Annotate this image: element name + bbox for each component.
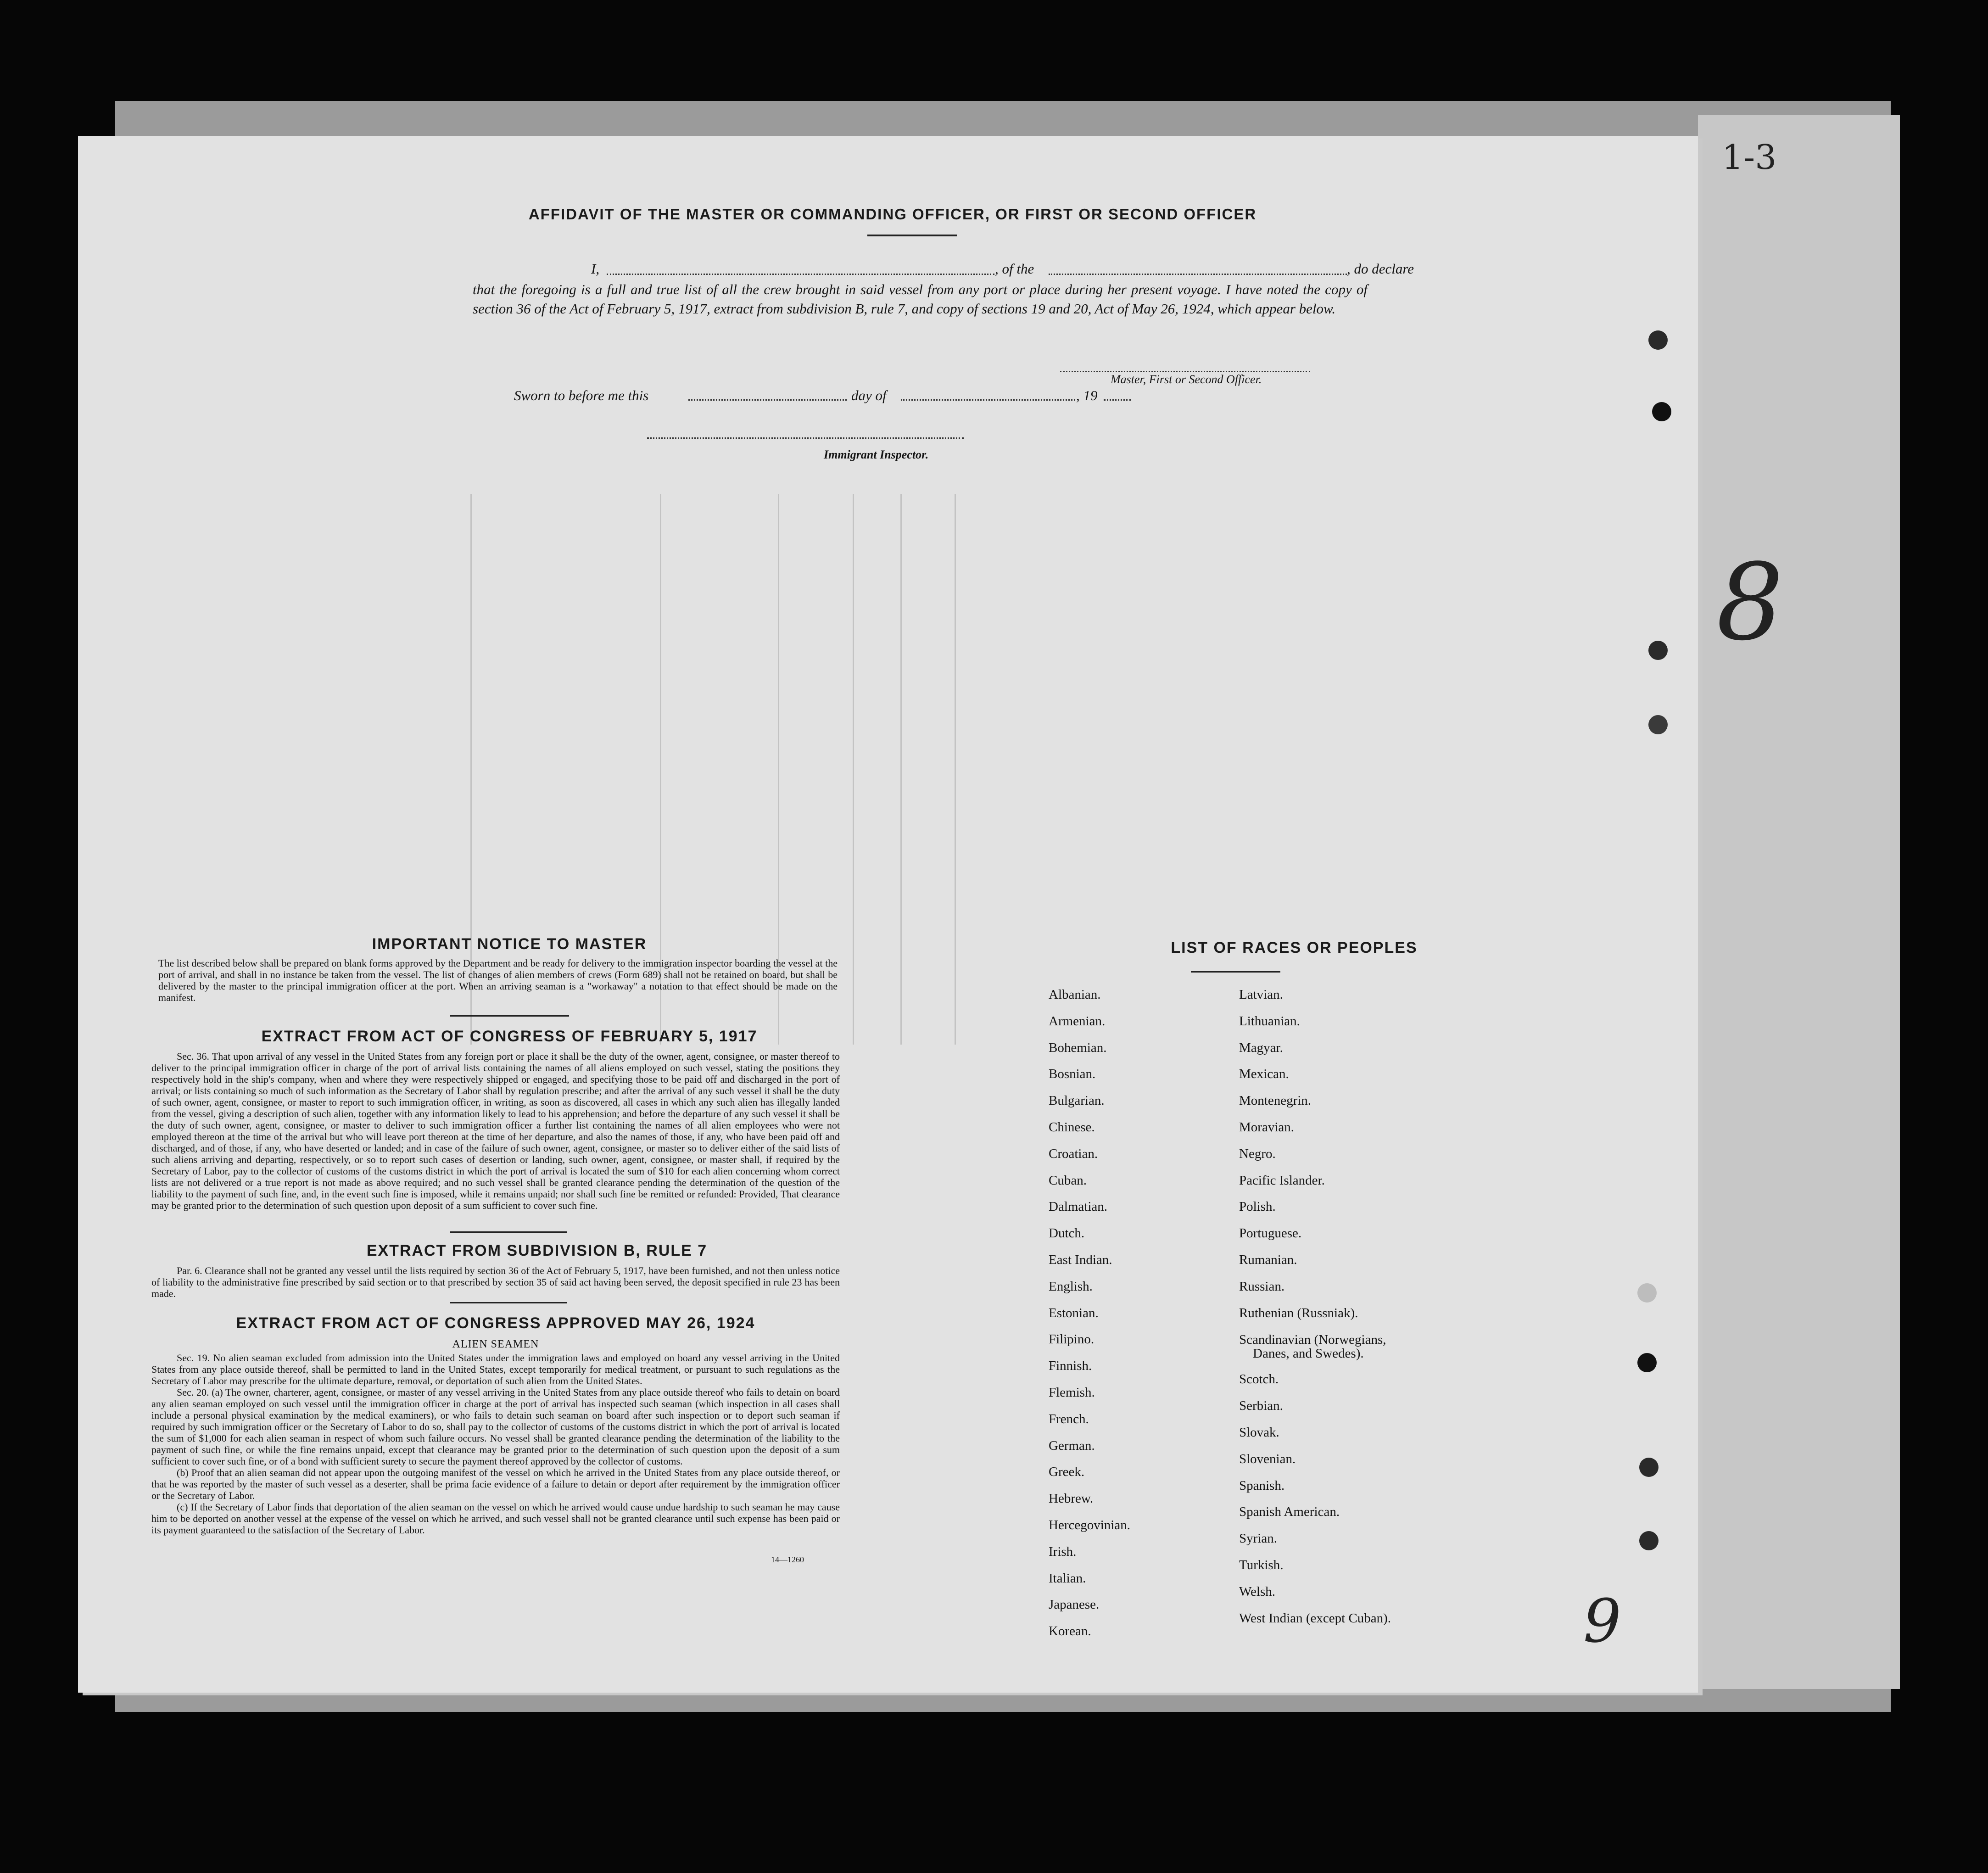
sworn-line	[514, 387, 1189, 406]
binder-hole	[1637, 1353, 1657, 1372]
race-item: Cuban.	[1049, 1173, 1087, 1188]
affidavit-name-blank[interactable]	[607, 274, 994, 275]
races-title-rule	[1191, 971, 1280, 973]
race-item: Welsh.	[1239, 1584, 1276, 1599]
affidavit-title: AFFIDAVIT OF THE MASTER OR COMMANDING OFFICER, OR FIRST OR SECOND OFFICER	[528, 206, 1257, 223]
affidavit-i-label: I,	[591, 261, 600, 277]
race-item: Portuguese.	[1239, 1226, 1302, 1241]
subdivision-b-body: Par. 6. Clearance shall not be granted any vessel until the lists required by section 36 of the Act of February 5, 1917, have been furnished, and not then unless notice of liability to the administrative fine prescribed by said section or to that prescribed by section 35 of said act having been served, the deposit specified in rule 23 has been made.	[151, 1265, 840, 1299]
back-sheet-edge	[1698, 115, 1900, 1689]
handwritten-page-number: 9	[1583, 1586, 1621, 1656]
races-column-1	[1049, 982, 1223, 1645]
race-item: Mexican.	[1239, 1067, 1289, 1082]
bleed-through-line	[955, 494, 956, 1045]
race-item: Italian.	[1049, 1571, 1086, 1586]
race-item: Finnish.	[1049, 1359, 1092, 1374]
affidavit-of-the-label: , of the	[995, 261, 1034, 277]
binder-hole	[1639, 1531, 1659, 1550]
race-item: Filipino.	[1049, 1332, 1095, 1347]
sworn-year-label: , 19	[1076, 387, 1098, 403]
section-19: Sec. 19. No alien seaman excluded from admission into the United States under the immigration laws and employed on board any vessel arriving in the United States from any place outside thereof, shall be permitted to land in the United States, except temporarily for medical treatment, or pursuant to such regulations as the Secretary of Labor may prescribe for the ultimate departure, removal, or deportation of such alien from the United States.	[151, 1352, 840, 1387]
extract-1917-body: Sec. 36. That upon arrival of any vessel in the United States from any foreign port or place it shall be the duty of the owner, agent, consignee, or master thereof to deliver to the principal immigration officer in charge of the port of arrival lists containing the names of all aliens employed on such vessel, stating the positions they respectively hold in the ship's company, when and where they were respectively shipped or engaged, and specifying those to be paid off and discharged in the port of arrival; or lists containing so much of such information as the Secretary of Labor shall by regulation prescribe; and after the arrival of any such vessel it shall be the duty of such owner, agent, consignee, or master to report to such immigration officer, in writing, as soon as discovered, all cases in which any such alien has illegally landed from the vessel, giving a description of such alien, together with any information likely to lead to his apprehension; and before the departure of any such vessel it shall be the duty of such owner, agent, consignee, or master to deliver to such immigration officer a further list containing the names of all alien employees who were not employed thereon at the time of the arrival but who will leave port thereon at the time of her departure, and also the names of those, if any, who have been paid off and discharged, and of those, if any, who have deserted or landed; and in case of the failure of such owner, agent, consignee, or master so to deliver either of the said lists of such aliens arriving and departing, respectively, or so to report such cases of desertion or landing, such owner, agent, consignee, or master shall, if required by the Secretary of Labor, pay to the collector of customs of the customs district in which the port of arrival is located the sum of $10 for each alien concerning whom correct lists are not delivered or a true report is not made as above required; and no such vessel shall be granted clearance pending the determination of the question of the liability to the payment of such fine, and, in the event such fine is imposed, while it remains unpaid; nor shall such fine be remitted or refunded: Provided, That clearance may be granted prior to the determination of such question upon deposit of a sum sufficient to cover such fine.	[151, 1051, 840, 1211]
manifest-page	[78, 136, 1698, 1693]
race-item: Moravian.	[1239, 1119, 1294, 1135]
race-item: Hercegovinian.	[1049, 1517, 1130, 1532]
sworn-day-label: day of	[851, 387, 887, 403]
race-item: Armenian.	[1049, 1013, 1106, 1029]
handwritten-sheet-number: 1-3	[1722, 138, 1777, 177]
binder-hole	[1639, 1458, 1659, 1477]
race-item: German.	[1049, 1438, 1095, 1453]
race-item: Japanese.	[1049, 1597, 1100, 1612]
race-item: Russian.	[1239, 1279, 1285, 1294]
extract-1924-body	[151, 1352, 840, 1536]
race-item: Scandinavian (Norwegians,	[1239, 1332, 1386, 1347]
race-item: Hebrew.	[1049, 1491, 1094, 1506]
extract-1917-title: EXTRACT FROM ACT OF CONGRESS OF FEBRUARY 5, 1917	[261, 1028, 758, 1045]
race-item: Irish.	[1049, 1544, 1077, 1559]
race-item: Scotch.	[1239, 1372, 1279, 1387]
race-item: Spanish American.	[1239, 1504, 1340, 1520]
race-item: Slovak.	[1239, 1425, 1279, 1440]
bleed-through-line	[900, 494, 902, 1045]
alien-seamen-subtitle: ALIEN SEAMEN	[452, 1338, 539, 1350]
race-item: Turkish.	[1239, 1557, 1284, 1572]
race-item: English.	[1049, 1279, 1093, 1294]
form-number: 14—1260	[771, 1555, 804, 1564]
race-item: Latvian.	[1239, 987, 1283, 1002]
race-item: Pacific Islander.	[1239, 1173, 1325, 1188]
affidavit-declare-label: , do declare	[1347, 261, 1414, 277]
race-item: Lithuanian.	[1239, 1013, 1300, 1029]
subdivision-b-rule	[450, 1302, 567, 1303]
race-item: East Indian.	[1049, 1252, 1112, 1267]
affidavit-vessel-blank[interactable]	[1049, 274, 1347, 275]
races-title: LIST OF RACES OR PEOPLES	[1171, 939, 1418, 956]
race-item: Rumanian.	[1239, 1252, 1297, 1267]
inspector-signature-line[interactable]	[647, 437, 964, 439]
affidavit-declaration-line	[473, 261, 1427, 279]
race-item: Danes, and Swedes).	[1253, 1346, 1364, 1361]
race-item: Slovenian.	[1239, 1451, 1296, 1466]
binder-hole	[1648, 330, 1668, 350]
race-item: Polish.	[1239, 1199, 1276, 1214]
race-item: Croatian.	[1049, 1146, 1098, 1161]
section-20a: Sec. 20. (a) The owner, charterer, agent, consignee, or master of any vessel arriving in the United States from any place outside thereof who fails to detain on board any alien seaman employed on such vessel until the immigration officer in charge at the port of arrival has inspected such seaman (which inspection in all cases shall include a personal physical examination by the medical examiners), or who fails to detain such seaman on board after such inspection or to deport such seaman if required by such immigration officer or the Secretary of Labor to do so, shall pay to the collector of customs of the customs district in which the port of arrival is located the sum of $1,000 for each alien seaman in respect of whom such failure occurs. No vessel shall be granted clearance pending the determination of the liability to the payment of such fine, or while the fine remains unpaid, except that clearance may be granted prior to the determination of such question upon the deposit of a sum sufficient to cover such fine, or of a bond with sufficient surety to secure the payment thereof approved by the collector of customs.	[151, 1387, 840, 1467]
race-item: Montenegrin.	[1239, 1093, 1312, 1108]
race-item: Bohemian.	[1049, 1040, 1107, 1055]
race-item: Bulgarian.	[1049, 1093, 1105, 1108]
sworn-year-blank[interactable]	[1104, 399, 1131, 401]
race-item: French.	[1049, 1411, 1089, 1426]
race-item: Spanish.	[1239, 1478, 1285, 1493]
binder-hole	[1648, 641, 1668, 660]
race-item: Greek.	[1049, 1465, 1085, 1480]
notice-title: IMPORTANT NOTICE TO MASTER	[372, 935, 647, 953]
binder-hole	[1637, 1283, 1657, 1303]
binder-hole	[1652, 402, 1671, 421]
affidavit-title-rule	[867, 235, 957, 236]
master-signature-line[interactable]	[1060, 371, 1310, 372]
master-caption: Master, First or Second Officer.	[1111, 373, 1262, 386]
race-item: Serbian.	[1239, 1398, 1283, 1414]
handwritten-side-number: 8	[1716, 542, 1784, 664]
subdivision-b-title: EXTRACT FROM SUBDIVISION B, RULE 7	[366, 1242, 708, 1259]
sworn-date-blank[interactable]	[688, 399, 847, 401]
race-item: Syrian.	[1239, 1531, 1277, 1546]
race-item: Korean.	[1049, 1624, 1091, 1639]
race-item: Ruthenian (Russniak).	[1239, 1305, 1358, 1320]
race-item: Negro.	[1239, 1146, 1276, 1161]
race-item: Dutch.	[1049, 1226, 1085, 1241]
extract-1924-title: EXTRACT FROM ACT OF CONGRESS APPROVED MAY 26, 1924	[236, 1314, 755, 1332]
sworn-prefix: Sworn to before me this	[514, 387, 649, 403]
affidavit-body: that the foregoing is a full and true list of all the crew brought in said vessel from any port or place during her present voyage. I have noted the copy of section 36 of the Act of February 5, 1917, extract from subdivision B, rule 7, and copy of sections 19 and 20, Act of May 26, 1924, which appear below.	[473, 281, 1368, 317]
race-item: Bosnian.	[1049, 1067, 1096, 1082]
race-item: Flemish.	[1049, 1385, 1095, 1400]
bleed-through-line	[853, 494, 854, 1045]
binder-hole	[1648, 715, 1668, 734]
extract-1917-rule	[450, 1231, 567, 1233]
race-item: West Indian (except Cuban).	[1239, 1610, 1391, 1626]
race-item: Magyar.	[1239, 1040, 1283, 1055]
section-20c: (c) If the Secretary of Labor finds that deportation of the alien seaman on the vessel on which he arrived would cause undue hardship to such seaman he may cause him to be deported on another vessel at the expense of the vessel on which he arrived, and such vessel shall not be granted clearance until such expense has been paid or its payment guaranteed to the satisfaction of the Secretary of Labor.	[151, 1501, 840, 1536]
race-item: Albanian.	[1049, 987, 1101, 1002]
race-item: Estonian.	[1049, 1305, 1099, 1320]
sworn-month-blank[interactable]	[901, 399, 1075, 401]
races-column-2	[1239, 982, 1469, 1632]
notice-body: The list described below shall be prepared on blank forms approved by the Department and be ready for delivery to the immigration inspector boarding the vessel at the port of arrival, and shall in no instance be taken from the vessel. The list of changes of alien members of crews (Form 689) shall not be retained on board, but shall be delivered by the master to the principal immigration officer at the port. When an arriving seaman is a "workaway" a notation to that effect should be made on the manifest.	[158, 957, 838, 1003]
race-item: Chinese.	[1049, 1119, 1095, 1135]
notice-rule	[450, 1015, 569, 1017]
section-20b: (b) Proof that an alien seaman did not appear upon the outgoing manifest of the vessel on which he arrived in the United States from any place outside thereof, or that he was reported by the master of such vessel as a deserter, shall be prima facie evidence of a failure to detain or deport after requirement by the immigration officer or the Secretary of Labor.	[151, 1467, 840, 1501]
race-item: Dalmatian.	[1049, 1199, 1108, 1214]
inspector-caption: Immigrant Inspector.	[824, 448, 929, 461]
